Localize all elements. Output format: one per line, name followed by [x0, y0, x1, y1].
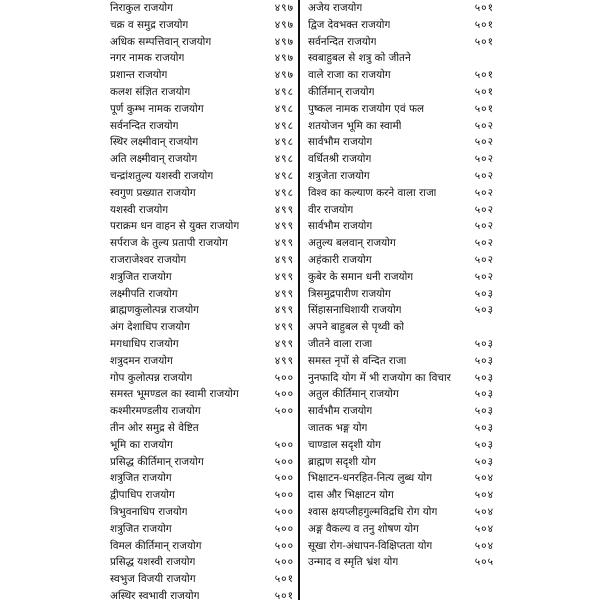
index-entry [108, 454, 294, 471]
index-entry [306, 554, 494, 571]
entry-page-number: ४९९ [274, 304, 294, 317]
index-entry [306, 50, 494, 67]
entry-page-number: ४९८ [274, 102, 294, 115]
entry-page-number: ५०२ [474, 136, 494, 149]
index-entry [108, 252, 294, 269]
entry-title: गोप कुलोत्पन्न राजयोग [110, 371, 193, 384]
index-column-right [306, 0, 494, 600]
index-entry [108, 538, 294, 555]
entry-page-number: ५०० [274, 472, 294, 485]
entry-page-number: ५०३ [474, 455, 494, 468]
entry-page-number: ५०१ [274, 573, 294, 586]
entry-page-number: ५०० [274, 455, 294, 468]
index-entry [306, 0, 494, 17]
index-entry [108, 17, 294, 34]
index-entry [306, 134, 494, 151]
index-entry [306, 420, 494, 437]
index-entry [306, 218, 494, 235]
index-entry [108, 151, 294, 168]
index-entry [306, 319, 494, 336]
entry-title: अङ्ग वैकल्य व तनु शोषण योग [308, 522, 419, 535]
entry-title: पराक्रम धन वाहन से युक्त राजयोग [110, 220, 240, 233]
index-entry [306, 454, 494, 471]
index-entry [108, 101, 294, 118]
index-entry [108, 353, 294, 370]
index-entry [306, 17, 494, 34]
index-entry [108, 302, 294, 319]
index-entry [306, 504, 494, 521]
entry-page-number: ५०० [274, 388, 294, 401]
index-entry [108, 386, 294, 403]
index-entry [306, 353, 494, 370]
entry-page-number: ४९७ [274, 35, 294, 48]
index-entry [108, 370, 294, 387]
entry-title: ब्राह्मण सदृशी योग [308, 455, 376, 468]
index-entry [108, 168, 294, 185]
entry-page-number: ५०१ [274, 589, 294, 602]
entry-page-number: ५०१ [474, 85, 494, 98]
index-entry [108, 34, 294, 51]
entry-page-number: ५०२ [474, 270, 494, 283]
entry-title: कश्मीरमण्डलीय राजयोग [110, 405, 201, 418]
entry-page-number: ५०४ [474, 472, 494, 485]
index-entry [306, 370, 494, 387]
entry-page-number: ४९८ [274, 136, 294, 149]
entry-title: स्थिर लक्ष्मीवान् राजयोग [110, 136, 199, 149]
index-entry [108, 336, 294, 353]
entry-title: स्वगुण प्रख्यात राजयोग [110, 186, 196, 199]
index-entry [108, 504, 294, 521]
entry-title: स्वबाहुबल से शत्रु को जीतने [308, 52, 411, 65]
column-divider [298, 0, 300, 600]
index-entry [306, 403, 494, 420]
entry-title: अतुल कीर्तिमान् राजयोग [308, 388, 399, 401]
index-entry [306, 538, 494, 555]
entry-title: राजराजेश्वर राजयोग [110, 253, 187, 266]
index-entry [306, 302, 494, 319]
entry-title: श्वास क्षयप्लीहगुल्मविद्रधि रोग योग [308, 505, 438, 518]
entry-title: चक्र व समुद्र राजयोग [110, 18, 189, 31]
entry-title: शत्रुजित राजयोग [110, 472, 172, 485]
entry-page-number: ४९९ [274, 321, 294, 334]
entry-title: चन्द्रांशतुल्य यशस्वी राजयोग [110, 169, 214, 182]
entry-page-number: ४९९ [274, 270, 294, 283]
entry-page-number: ४९८ [274, 169, 294, 182]
entry-title: भिक्षाटन-धनरहित-नित्य लुब्ध योग [308, 472, 433, 485]
entry-title: सार्वभौम राजयोग [308, 136, 373, 149]
entry-title: कुबेर के समान धनी राजयोग [308, 270, 414, 283]
entry-page-number: ५०४ [474, 489, 494, 502]
entry-title: प्रसिद्ध यशस्वी राजयोग [110, 556, 196, 569]
entry-page-number: ५०२ [474, 119, 494, 132]
entry-title: अस्थिर स्वभावी राजयोग [110, 589, 200, 602]
entry-page-number: ५०३ [474, 438, 494, 451]
index-entry [306, 202, 494, 219]
index-entry [108, 202, 294, 219]
index-entry [306, 269, 494, 286]
index-entry [108, 487, 294, 504]
entry-title: कीर्तिमान् राजयोग [308, 85, 375, 98]
entry-page-number: ४९८ [274, 85, 294, 98]
entry-title: वीर राजयोग [308, 203, 354, 216]
entry-title: शत्रुजेता राजयोग [308, 169, 370, 182]
index-entry [108, 134, 294, 151]
entry-page-number: ४९८ [274, 119, 294, 132]
entry-title: सूखा रोग-अंधापन-विक्षिप्तता योग [308, 539, 433, 552]
entry-page-number: ५०३ [474, 304, 494, 317]
entry-page-number: ५०० [274, 556, 294, 569]
entry-title: तीन ओर समुद्र से वेष्टित [110, 421, 199, 434]
entry-title: वर्धितश्री राजयोग [308, 153, 372, 166]
entry-title: समस्त भूमण्डल का स्वामी राजयोग [110, 388, 239, 401]
index-entry [306, 34, 494, 51]
entry-page-number: ५०३ [474, 405, 494, 418]
entry-title: नुनफादि योग में भी राजयोग का विचार [308, 371, 451, 384]
index-entry [108, 554, 294, 571]
entry-page-number: ५०४ [474, 505, 494, 518]
index-entry [306, 252, 494, 269]
entry-title: द्विज देवभक्त राजयोग [308, 18, 391, 31]
entry-page-number: ५०० [274, 405, 294, 418]
entry-title: शत्रुदमन राजयोग [110, 354, 173, 367]
entry-title: शतयोजन भूमि का स्वामी [308, 119, 402, 132]
index-entry [306, 101, 494, 118]
entry-page-number: ५०१ [474, 35, 494, 48]
entry-page-number: ५०३ [474, 388, 494, 401]
entry-title: जातक भङ्ग योग [308, 421, 368, 434]
entry-page-number: ५०३ [474, 371, 494, 384]
entry-page-number: ५०१ [474, 18, 494, 31]
index-entry [108, 420, 294, 437]
index-entry [306, 470, 494, 487]
entry-title: सिंहासनाधिशायी राजयोग [308, 304, 402, 317]
entry-page-number: ५०३ [474, 354, 494, 367]
index-entry [306, 521, 494, 538]
entry-title: उन्माद व स्मृति भ्रंश योग [308, 556, 399, 569]
index-column-left [108, 0, 294, 600]
index-entry [108, 218, 294, 235]
entry-page-number: ५०२ [474, 253, 494, 266]
index-entry [306, 185, 494, 202]
entry-title: शत्रुजित राजयोग [110, 522, 172, 535]
entry-title: दास और भिक्षाटन योग [308, 489, 394, 502]
entry-title: स्वभुज विजयी राजयोग [110, 573, 196, 586]
index-entry [108, 319, 294, 336]
index-entry [108, 235, 294, 252]
entry-title: प्रसिद्ध कीर्तिमान् राजयोग [110, 455, 204, 468]
entry-title: विश्व का कल्याण करने वाला राजा [308, 186, 437, 199]
entry-page-number: ५०१ [474, 2, 494, 14]
entry-title: ब्राह्मणकुलोत्पन्न राजयोग [110, 304, 200, 317]
entry-title: अधिक सम्पत्तिवान् राजयोग [110, 35, 212, 48]
entry-page-number: ५०३ [474, 287, 494, 300]
index-entry [306, 487, 494, 504]
index-entry [108, 588, 294, 605]
index-entry [306, 336, 494, 353]
entry-title: मगधाधिप राजयोग [110, 337, 179, 350]
index-entry [108, 0, 294, 17]
entry-page-number: ५०० [274, 489, 294, 502]
index-entry [108, 84, 294, 101]
entry-title: जीतने वाला राजा [308, 337, 373, 350]
entry-title: भूमि का राजयोग [110, 438, 173, 451]
entry-title: अपने बाहुबल से पृथ्वी को [308, 321, 405, 334]
entry-page-number: ४९९ [274, 220, 294, 233]
entry-title: नगर नामक राजयोग [110, 52, 185, 65]
entry-page-number: ५०२ [474, 153, 494, 166]
index-entry [108, 571, 294, 588]
index-entry [306, 151, 494, 168]
entry-page-number: ४९९ [274, 237, 294, 250]
index-entry [108, 521, 294, 538]
entry-title: द्वीपाधिप राजयोग [110, 489, 175, 502]
entry-page-number: ४९७ [274, 52, 294, 65]
entry-page-number: ५०५ [474, 556, 494, 569]
entry-page-number: ५०२ [474, 169, 494, 182]
entry-page-number: ४९७ [274, 18, 294, 31]
entry-title: निराकुल राजयोग [110, 2, 173, 14]
entry-title: सर्वनन्दित राजयोग [110, 119, 179, 132]
entry-title: पुष्कल नामक राजयोग एवं फल [308, 102, 425, 115]
entry-page-number: ५०० [274, 438, 294, 451]
entry-page-number: ५०४ [474, 539, 494, 552]
index-entry [306, 67, 494, 84]
entry-title: अजेय राजयोग [308, 2, 363, 14]
index-entry [108, 437, 294, 454]
entry-page-number: ५०२ [474, 220, 494, 233]
index-entry [108, 470, 294, 487]
entry-page-number: ५०० [274, 505, 294, 518]
entry-page-number: ५०४ [474, 522, 494, 535]
index-entry [108, 67, 294, 84]
entry-page-number: ५०२ [474, 237, 494, 250]
entry-page-number: ४९७ [274, 69, 294, 82]
entry-title: वाले राजा का राजयोग [308, 69, 391, 82]
entry-title: सर्वनन्दित राजयोग [308, 35, 377, 48]
entry-page-number: ५०० [274, 371, 294, 384]
index-entry [306, 386, 494, 403]
entry-page-number: ४९९ [274, 354, 294, 367]
entry-title: लक्ष्मीपति राजयोग [110, 287, 178, 300]
index-entry [306, 84, 494, 101]
index-entry [108, 269, 294, 286]
entry-page-number: ५०१ [474, 69, 494, 82]
entry-page-number: ४९८ [274, 153, 294, 166]
index-entry [108, 185, 294, 202]
entry-title: चाण्डाल सदृशी योग [308, 438, 381, 451]
entry-title: सार्वभौम राजयोग [308, 220, 373, 233]
entry-page-number: ५०१ [474, 102, 494, 115]
entry-page-number: ४९९ [274, 253, 294, 266]
entry-page-number: ४९९ [274, 287, 294, 300]
entry-page-number: ५०० [274, 539, 294, 552]
entry-page-number: ५०२ [474, 203, 494, 216]
index-entry [108, 50, 294, 67]
index-entry [108, 118, 294, 135]
entry-page-number: ५०३ [474, 337, 494, 350]
entry-title: अतुल्य बलवान् राजयोग [308, 237, 396, 250]
index-entry [306, 168, 494, 185]
entry-title: विमल कीर्तिमान् राजयोग [110, 539, 202, 552]
index-entry [108, 286, 294, 303]
index-entry [306, 437, 494, 454]
index-entry [306, 235, 494, 252]
entry-title: समस्त नृपों से वन्दित राजा [308, 354, 407, 367]
index-entry [306, 118, 494, 135]
entry-title: त्रिसमुद्रपारीण राजयोग [308, 287, 391, 300]
entry-title: पूर्ण कुम्भ नामक राजयोग [110, 102, 204, 115]
entry-page-number: ५०३ [474, 421, 494, 434]
entry-page-number: ५०२ [474, 186, 494, 199]
entry-title: सर्पराज के तुल्य प्रतापी राजयोग [110, 237, 228, 250]
entry-title: सार्वभौम राजयोग [308, 405, 373, 418]
entry-page-number: ४९९ [274, 337, 294, 350]
entry-title: प्रशान्त राजयोग [110, 69, 168, 82]
entry-title: अहंकारी राजयोग [308, 253, 372, 266]
entry-page-number: ५०० [274, 522, 294, 535]
entry-title: शत्रुजित राजयोग [110, 270, 172, 283]
entry-page-number: ४९७ [274, 2, 294, 14]
entry-page-number: ४९९ [274, 203, 294, 216]
index-entry [108, 403, 294, 420]
entry-title: अति लक्ष्मीवान् राजयोग [110, 153, 198, 166]
entry-title: त्रिभुवनाधिप राजयोग [110, 505, 188, 518]
entry-title: यशस्वी राजयोग [110, 203, 169, 216]
entry-page-number: ४९८ [274, 186, 294, 199]
entry-title: कलश संज्ञित राजयोग [110, 85, 191, 98]
entry-title: अंग देशाधिप राजयोग [110, 321, 190, 334]
index-entry [306, 286, 494, 303]
